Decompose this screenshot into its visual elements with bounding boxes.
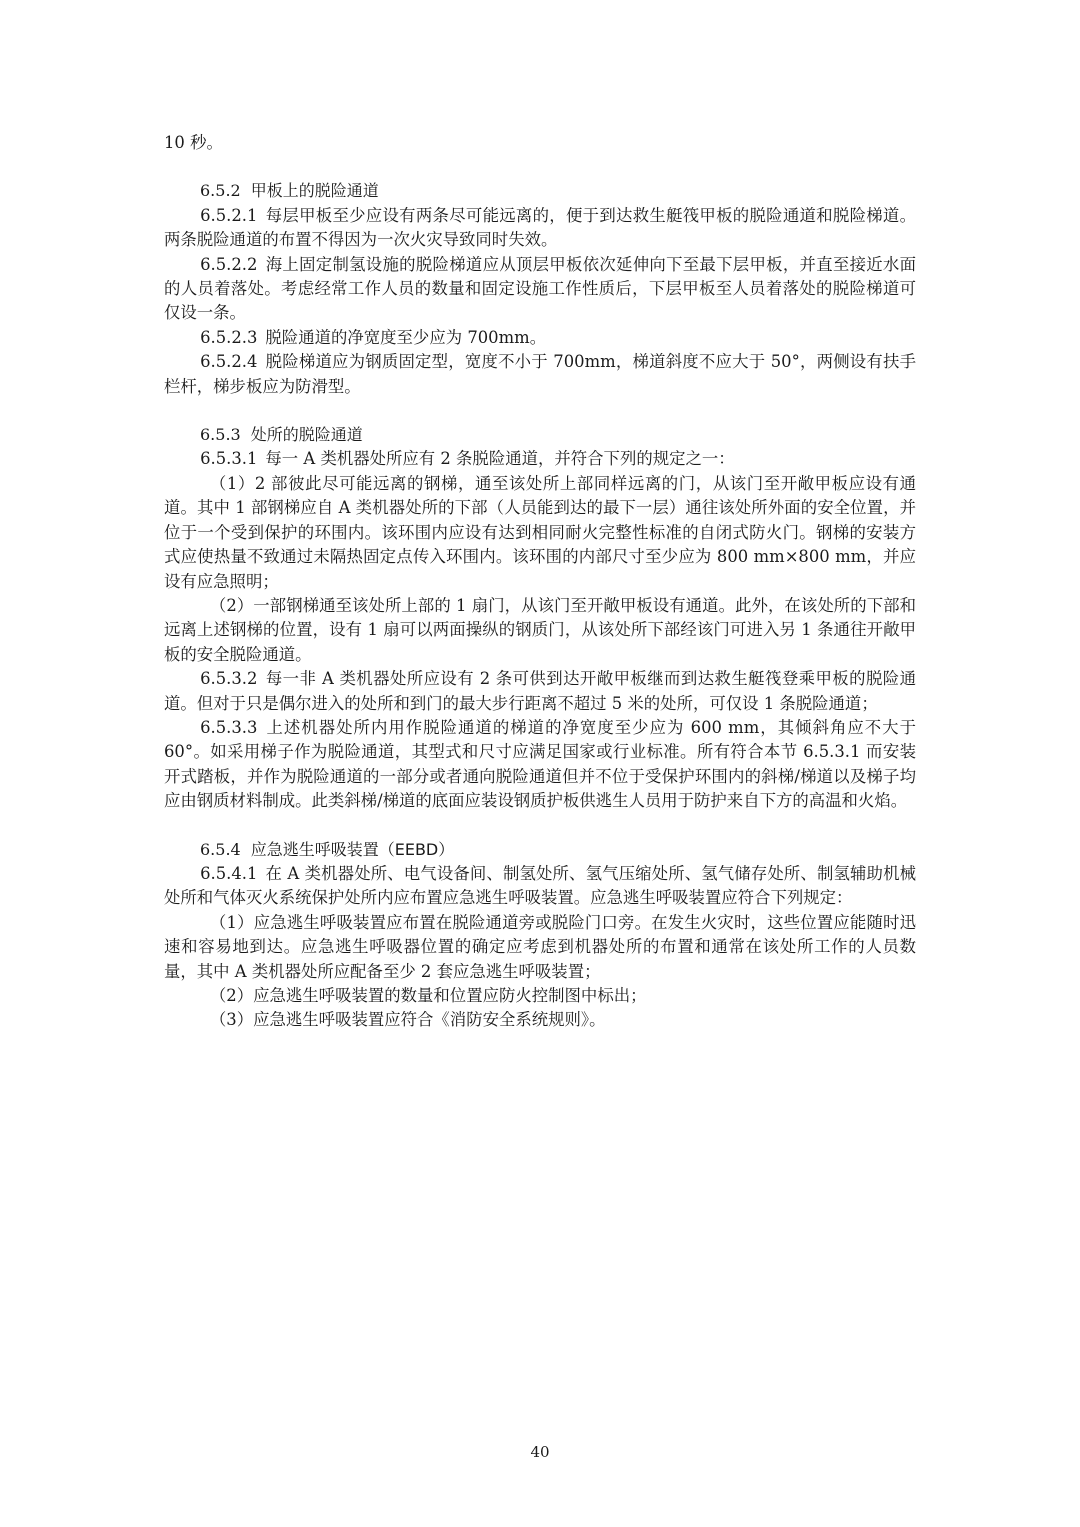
clause-number: 6.5.3.2 [200,669,258,689]
section-heading-6-5-4 [164,838,916,862]
list-item-6-5-4-1-2: （2）应急逃生呼吸装置的数量和位置应防火控制图中标出； [209,986,647,1005]
clause-number: 6.5.3.3 [200,717,258,737]
page-number: 40 [530,1443,550,1461]
list-item-6-5-4-1-1: （1）应急逃生呼吸装置应布置在脱险通道旁或脱险门口旁。在发生火灾时，这些位置应能随时迅速和容易地到达。应急逃生呼吸器位置的确定应考虑到机器处所的布置和通常在该处所工作的人员数量，其中 A 类机器处所应配备至少 2 套应急逃生呼吸装置； [164,912,916,981]
clause-number: 6.5.2.1 [200,205,258,225]
section-title: 应急逃生呼吸装置（EEBD） [250,839,455,859]
clause-text: 每一 A 类机器处所应有 2 条脱险通道，并符合下列的规定之一： [265,449,735,469]
clause-number: 6.5.2.4 [200,352,258,372]
clause-6-5-3-3 [164,716,916,814]
clause-6-5-2-2 [164,253,916,326]
clause-6-5-4-1 [164,862,916,911]
spacer [164,814,916,838]
spacer [164,155,916,179]
document-body [164,131,916,1033]
section-number: 6.5.3 [200,425,241,445]
section-heading-6-5-2 [164,179,916,203]
list-item-6-5-3-1-1: （1）2 部彼此尽可能远离的钢梯，通至该处所上部同样远离的门，从该门至开敞甲板应设有通道。其中 1 部钢梯应自 A 类机器处所的下部（人员能到达的最下一层）通往该处所外面的安全位置，并位于一个受到保护的环围内。该环围内应设有达到相同耐火完整性标准的自闭式防火门。钢梯的安装方式应使热量不致通过未隔热固定点传入环围内。该环围的内部尺寸至少应为 800 mm×800 mm，并应设有应急照明； [164,473,916,591]
clause-6-5-2-1 [164,204,916,253]
spacer [164,399,916,423]
section-number: 6.5.4 [200,839,241,859]
clause-6-5-2-3 [164,326,916,350]
clause-6-5-2-4 [164,350,916,399]
clause-text: 每层甲板至少应设有两条尽可能远离的，便于到达救生艇筏甲板的脱险通道和脱险梯道。两条脱险通道的布置不得因为一次火灾导致同时失效。 [164,205,916,250]
clause-6-5-3-1 [164,447,916,471]
list-item-6-5-3-1-2: （2）一部钢梯通至该处所上部的 1 扇门，从该门至开敞甲板设有通道。此外，在该处所的下部和远离上述钢梯的位置，设有 1 扇可以两面操纵的钢质门，从该处所下部经该门可进入另 1 条通往开敞甲板的安全脱险通道。 [164,595,916,664]
clause-number: 6.5.3.1 [200,449,258,469]
clause-text: 每一非 A 类机器处所应设有 2 条可供到达开敞甲板继而到达救生艇筏登乘甲板的脱险通道。但对于只是偶尔进入的处所和到门的最大步行距离不超过 5 米的处所，可仅设 1 条脱险通道； [164,669,916,713]
clause-6-5-3-2 [164,667,916,716]
section-title: 甲板上的脱险通道 [250,181,379,201]
section-number: 6.5.2 [200,181,241,201]
section-title: 处所的脱险通道 [250,425,363,445]
section-heading-6-5-3 [164,423,916,447]
clause-text: 在 A 类机器处所、电气设备间、制氢处所、氢气压缩处所、氢气储存处所、制氢辅助机械处所和气体灭火系统保护处所内应布置应急逃生呼吸装置。应急逃生呼吸装置应符合下列规定： [164,863,916,908]
intro-text: 10 秒。 [164,133,223,152]
clause-number: 6.5.2.3 [200,327,258,347]
clause-text: 上述机器处所内用作脱险通道的梯道的净宽度至少应为 600 mm，其倾斜角应不大于 60°。如采用梯子作为脱险通道，其型式和尺寸应满足国家或行业标准。所有符合本节 6.5.3.1 而安装开式踏板，并作为脱险通道的一部分或者通向脱险通道但并不位于受保护环围内的斜梯/梯道以及梯子均应由钢质材料制成。此类斜梯/梯道的底面应装设钢质护板供逃生人员用于防护来自下方的高温和火焰。 [164,717,916,811]
clause-text: 脱险通道的净宽度至少应为 700mm。 [265,327,547,347]
clause-number: 6.5.4.1 [200,863,258,883]
list-item-6-5-4-1-3: （3）应急逃生呼吸装置应符合《消防安全系统规则》。 [209,1010,606,1030]
clause-text: 脱险梯道应为钢质固定型，宽度不小于 700mm，梯道斜度不应大于 50°，两侧设有扶手栏杆，梯步板应为防滑型。 [164,352,916,396]
clause-number: 6.5.2.2 [200,254,258,274]
clause-text: 海上固定制氢设施的脱险梯道应从顶层甲板依次延伸向下至最下层甲板，并直至接近水面的人员着落处。考虑经常工作人员的数量和固定设施工作性质后，下层甲板至人员着落处的脱险梯道可仅设一条。 [164,254,916,323]
